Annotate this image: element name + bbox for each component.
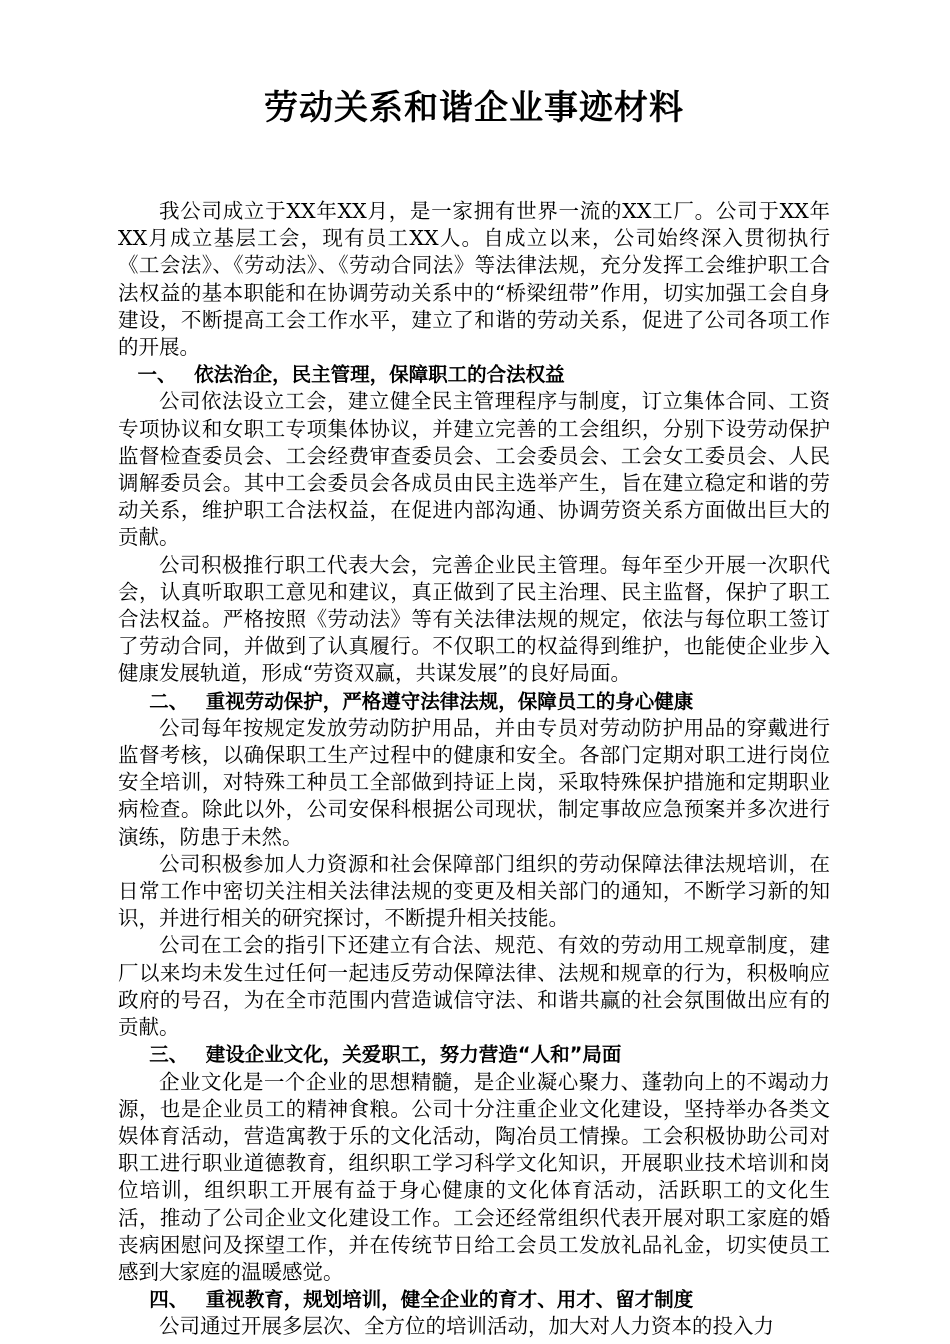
section-3-paragraph-1: 企业文化是一个企业的思想精髓，是企业凝心聚力、蓬勃向上的不竭动力源，也是企业员工的精神食粮。公司十分注重企业文化建设，坚持举办各类文娱体育活动，营造寓教于乐的文化活动，陶冶员工情操。工会积极协助公司对职工进行职业道德教育，组织职工学习科学文化知识，开展职业技术培训和岗位培训，组织职工开展有益于身心健康的文化体育活动，活跃职工的文化生活，推动了公司企业文化建设工作。工会还经常组织代表开展对职工家庭的婚丧病困慰问及探望工作，并在传统节日给工会员工发放礼品礼金，切实使员工感到大家庭的温暖感觉。 [118,1069,830,1284]
section-1-number: 一、 [137,363,177,387]
section-3-number: 三、 [149,1043,189,1067]
intro-paragraph: 我公司成立于XX年XX月，是一家拥有世界一流的XX工厂。公司于XX年XX月成立基层工会，现有员工XX人。自成立以来，公司始终深入贯彻执行《工会法》、《劳动法》、《劳动合同法》等法律法规，充分发挥工会维护职工合法权益的基本职能和在协调劳动关系中的“桥梁纽带”作用，切实加强工会自身建设，不断提高工会工作水平，建立了和谐的劳动关系，促进了公司各项工作的开展。 [118,199,830,360]
section-2-heading [118,688,830,715]
section-1-title: 依法治企，民主管理，保障职工的合法权益 [194,363,565,387]
section-2-paragraph-2: 公司积极参加人力资源和社会保障部门组织的劳动保障法律法规培训，在日常工作中密切关注相关法律法规的变更及相关部门的通知，不断学习新的知识，并进行相关的研究探讨，不断提升相关技能。 [118,851,830,931]
section-4-paragraph-1: 公司通过开展多层次、全方位的培训活动，加大对人力资本的投入力 [159,1314,774,1339]
section-3-heading [118,1041,830,1068]
section-3-title: 建设企业文化，关爱职工，努力营造“人和”局面 [205,1043,622,1067]
document-title: 劳动关系和谐企业事迹材料 [264,88,684,128]
section-2-paragraph-3: 公司在工会的指引下还建立有合法、规范、有效的劳动用工规章制度，建厂以来均未发生过任何一起违反劳动保障法律、法规和规章的行为，积极响应政府的号召，为在全市范围内营造诚信守法、和谐共赢的社会氛围做出应有的贡献。 [118,933,830,1040]
document-page [118,78,830,1341]
section-1-paragraph-2: 公司积极推行职工代表大会，完善企业民主管理。每年至少开展一次职代会，认真听取职工意见和建议，真正做到了民主治理、民主监督，保护了职工合法权益。严格按照《劳动法》等有关法律法规的规定，依法与每位职工签订了劳动合同，并做到了认真履行。不仅职工的权益得到维护，也能使企业步入健康发展轨道，形成“劳资双赢，共谋发展”的良好局面。 [118,552,830,686]
section-4-heading [118,1286,830,1313]
section-4-number: 四、 [149,1288,189,1312]
section-2-paragraph-1: 公司每年按规定发放劳动防护用品，并由专员对劳动防护用品的穿戴进行监督考核，以确保职工生产过程中的健康和安全。各部门定期对职工进行岗位安全培训，对特殊工种员工全部做到持证上岗，采取特殊保护措施和定期职业病检查。除此以外，公司安保科根据公司现状，制定事故应急预案并多次进行演练，防患于未然。 [118,715,830,849]
section-2-title: 重视劳动保护，严格遵守法律法规，保障员工的身心健康 [205,689,694,713]
section-2-number: 二、 [149,689,189,713]
section-1-paragraph-1: 公司依法设立工会，建立健全民主管理程序与制度，订立集体合同、工资专项协议和女职工专项集体协议，并建立完善的工会组织，分别下设劳动保护监督检查委员会、工会经费审查委员会、工会委员会、工会女工委员会、人民调解委员会。其中工会委员会各成员由民主选举产生，旨在建立稳定和谐的劳动关系，维护职工合法权益，在促进内部沟通、协调劳资关系方面做出巨大的贡献。 [118,389,830,550]
section-4-title: 重视教育，规划培训，健全企业的育才、用才、留才制度 [205,1288,694,1312]
section-1-heading [118,361,830,388]
